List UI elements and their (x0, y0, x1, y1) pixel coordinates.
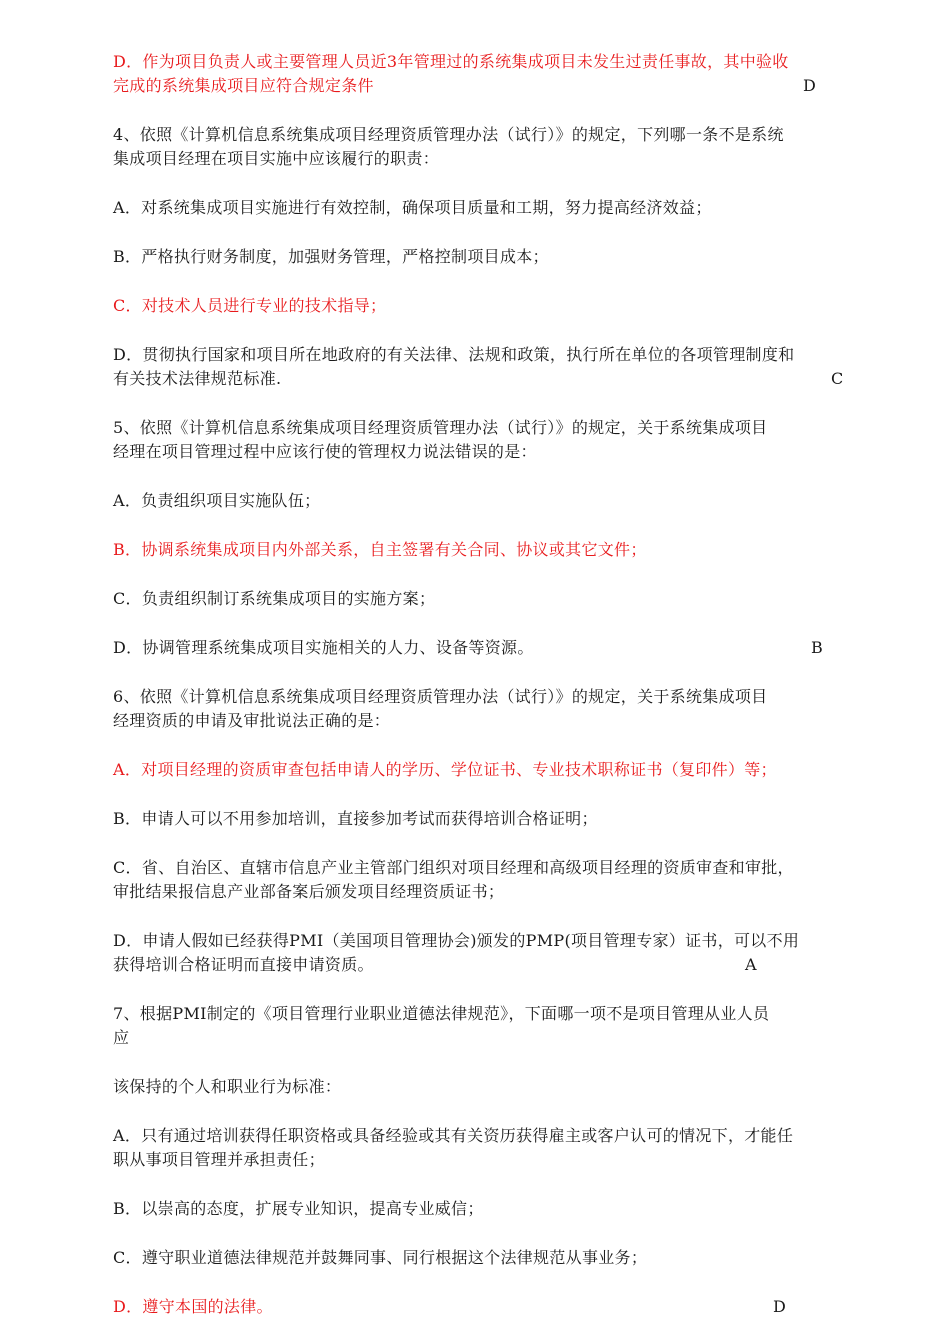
text-line: 有关技术法律规范标准. (113, 369, 282, 388)
text-line: C．对技术人员进行专业的技术指导； (113, 296, 387, 315)
answer-letter: D (803, 76, 817, 95)
text-line: C．负责组织制订系统集成项目的实施方案； (113, 589, 436, 608)
text-line: 6、依照《计算机信息系统集成项目经理资质管理办法（试行）》的规定，关于系统集成项目 (113, 687, 768, 706)
text-line: D．作为项目负责人或主要管理人员近3年管理过的系统集成项目未发生过责任事故，其中验收 (113, 52, 789, 71)
text-line: 经理在项目管理过程中应该行使的管理权力说法错误的是： (113, 442, 537, 461)
paragraph (113, 856, 903, 904)
text-line: D．协调管理系统集成项目实施相关的人力、设备等资源。 (113, 638, 534, 657)
paragraph (113, 245, 903, 269)
text-line: D．申请人假如已经获得PMI（美国项目管理协会)颁发的PMP(项目管理专家）证书，可以不用 (113, 931, 800, 950)
text-line: 该保持的个人和职业行为标准： (113, 1077, 342, 1096)
paragraph (113, 50, 903, 98)
text-line: 5、依照《计算机信息系统集成项目经理资质管理办法（试行）》的规定，关于系统集成项目 (113, 418, 768, 437)
paragraph (113, 587, 903, 611)
text-line: 4、依照《计算机信息系统集成项目经理资质管理办法（试行）》的规定，下列哪一条不是系统 (113, 125, 784, 144)
paragraph (113, 758, 903, 782)
text-line: C．遵守职业道德法律规范并鼓舞同事、同行根据这个法律规范从事业务； (113, 1248, 648, 1267)
paragraph (113, 538, 903, 562)
text-line: 7、根据PMI制定的《项目管理行业职业道德法律规范》，下面哪一项不是项目管理从业人员 (113, 1004, 770, 1023)
paragraph (113, 343, 903, 391)
text-line: B．以崇高的态度，扩展专业知识，提高专业威信； (113, 1199, 484, 1218)
text-line: C．省、自治区、直辖市信息产业主管部门组织对项目经理和高级项目经理的资质审查和审批， (113, 858, 794, 877)
paragraph (113, 1246, 903, 1270)
text-line: A．对系统集成项目实施进行有效控制，确保项目质量和工期，努力提高经济效益； (113, 198, 712, 217)
text-line: A．对项目经理的资质审查包括申请人的学历、学位证书、专业技术职称证书（复印件）等； (113, 760, 777, 779)
question-list (113, 50, 903, 1319)
text-line: 获得培训合格证明而直接申请资质。 (113, 955, 374, 974)
text-line: B．协调系统集成项目内外部关系，自主签署有关合同、协议或其它文件； (113, 540, 647, 559)
paragraph (113, 1075, 903, 1099)
paragraph (113, 1124, 903, 1172)
paragraph (113, 294, 903, 318)
paragraph (113, 685, 903, 733)
answer-letter: D (773, 1297, 787, 1316)
paragraph (113, 1002, 903, 1050)
paragraph (113, 1295, 903, 1319)
text-line: 完成的系统集成项目应符合规定条件 (113, 76, 374, 95)
text-line: D．贯彻执行国家和项目所在地政府的有关法律、法规和政策，执行所在单位的各项管理制度和 (113, 345, 795, 364)
text-line: A．只有通过培训获得任职资格或具备经验或其有关资历获得雇主或客户认可的情况下，才能任 (113, 1126, 794, 1145)
text-line: B．严格执行财务制度，加强财务管理，严格控制项目成本； (113, 247, 549, 266)
answer-letter: A (745, 955, 757, 974)
paragraph (113, 1197, 903, 1221)
text-line: 审批结果报信息产业部备案后颁发项目经理资质证书； (113, 882, 505, 901)
paragraph (113, 636, 903, 660)
text-line: D．遵守本国的法律。 (113, 1297, 273, 1316)
paragraph (113, 929, 903, 977)
text-line: 经理资质的申请及审批说法正确的是： (113, 711, 391, 730)
answer-letter: C (831, 369, 844, 388)
paragraph (113, 416, 903, 464)
paragraph (113, 807, 903, 831)
document-page (113, 50, 903, 1344)
text-line: 职从事项目管理并承担责任； (113, 1150, 325, 1169)
paragraph (113, 196, 903, 220)
text-line: A．负责组织项目实施队伍； (113, 491, 321, 510)
paragraph (113, 489, 903, 513)
answer-letter: B (811, 638, 824, 657)
text-line: 集成项目经理在项目实施中应该履行的职责： (113, 149, 440, 168)
paragraph (113, 123, 903, 171)
text-line: B．申请人可以不用参加培训，直接参加考试而获得培训合格证明； (113, 809, 598, 828)
text-line: 应 (113, 1028, 130, 1047)
